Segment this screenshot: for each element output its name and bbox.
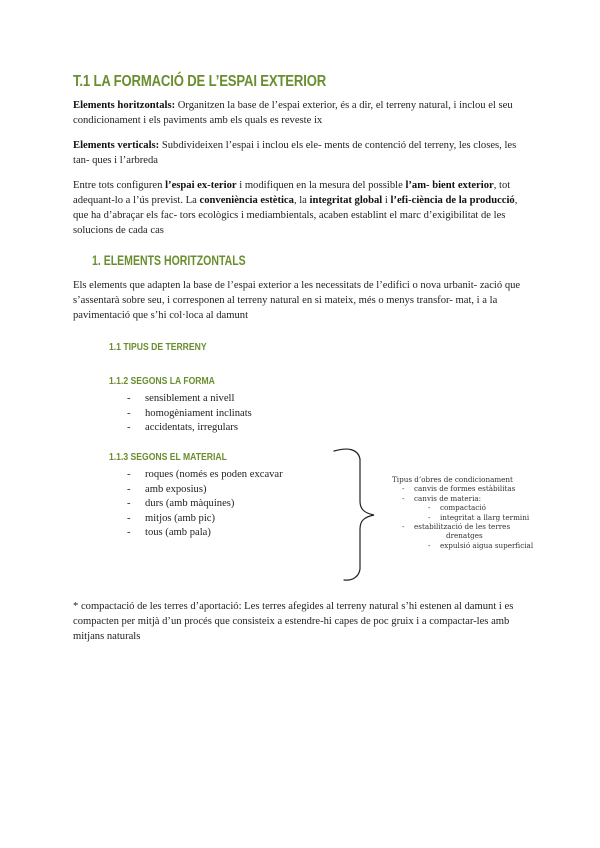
list-item: - mitjos (amb pic) bbox=[127, 512, 283, 527]
list-item: - tous (amb pala) bbox=[127, 526, 283, 541]
list-item: - sensiblement a nivell bbox=[127, 392, 252, 407]
note-line: - estabilització de les terres bbox=[392, 522, 562, 531]
list-item: - durs (amb màquines) bbox=[127, 497, 283, 512]
subheading-by-material: 1.1.3 SEGONS EL MATERIAL bbox=[109, 451, 227, 463]
footnote-compaction: * compactació de les terres d’aportació: Les terres afegides al terreny natural s’hi estenen al damunt i es compacten per mitjà d’un procés que consisteix a estendre-hi capes de poc gruix i a compactar-les amb mitjans naturals bbox=[73, 601, 514, 642]
subheading-terrain-types: 1.1 TIPUS DE TERRENY bbox=[109, 341, 207, 353]
curly-brace-icon bbox=[330, 447, 380, 583]
list-item: - homogèniament inclinats bbox=[127, 407, 252, 422]
note-line: - integritat a llarg termini bbox=[392, 513, 562, 522]
note-line: drenatges bbox=[446, 531, 483, 541]
list-by-shape bbox=[127, 392, 252, 436]
paragraph-horizontal-elements: Elements horitzontals: Organitzen la base de l’espai exterior, és a dir, el terreny natural, i inclou el seu condicionament i els paviments amb els quals es reveste ix bbox=[73, 100, 513, 126]
list-item: - accidentats, irregulars bbox=[127, 421, 252, 436]
note-line: - compactació bbox=[392, 503, 562, 512]
list-by-material bbox=[127, 468, 283, 541]
list-item-continuation: - amb exposius) bbox=[127, 483, 283, 498]
page-title: T.1 LA FORMACIÓ DE L’ESPAI EXTERIOR bbox=[73, 73, 327, 90]
paragraph-overview: Entre tots configuren l’espai ex-terior i modifiquen en la mesura del possible l’am- bient exterior, tot adequant-lo a l’ús previst. La conveniència estètica, la integritat global i l’efi-ciència de la producció, que ha d’abraçar els fac- tors ecològics i mediambientals, acaben establint el marc d’exigibilitat de les solucions de cada cas bbox=[73, 180, 518, 236]
subheading-by-shape: 1.1.2 SEGONS LA FORMA bbox=[109, 375, 215, 387]
note-line: - canvis de formes estàbilitas bbox=[392, 484, 562, 493]
term-horizontal-elements: Elements horitzontals: bbox=[73, 100, 176, 111]
paragraph-vertical-elements: Elements verticals: Subdivideixen l’espai i inclou els ele- ments de contenció del terreny, les closes, les tan- ques i l’arbreda bbox=[73, 140, 517, 166]
handwritten-note bbox=[392, 475, 562, 550]
term-vertical-elements: Elements verticals: bbox=[73, 140, 160, 151]
note-title: Tipus d’obres de condicionament bbox=[392, 475, 513, 484]
section-heading-horizontal-elements: 1. ELEMENTS HORITZONTALS bbox=[92, 253, 246, 268]
list-item: - roques (només es poden excavar bbox=[127, 468, 283, 483]
note-line: - expulsió aigua superficial bbox=[392, 541, 562, 550]
note-line: - canvis de materia: bbox=[392, 494, 562, 503]
paragraph-horizontal-elements-description: Els elements que adapten la base de l’espai exterior a les necessitats de l’edifici o nova urbanit- zació que s’assentarà sobre seu, i corresponen al terreny natural en si mateix, més o menys transfor- mat, i a la pavimentació que s’hi col·loca al damunt bbox=[73, 280, 521, 321]
